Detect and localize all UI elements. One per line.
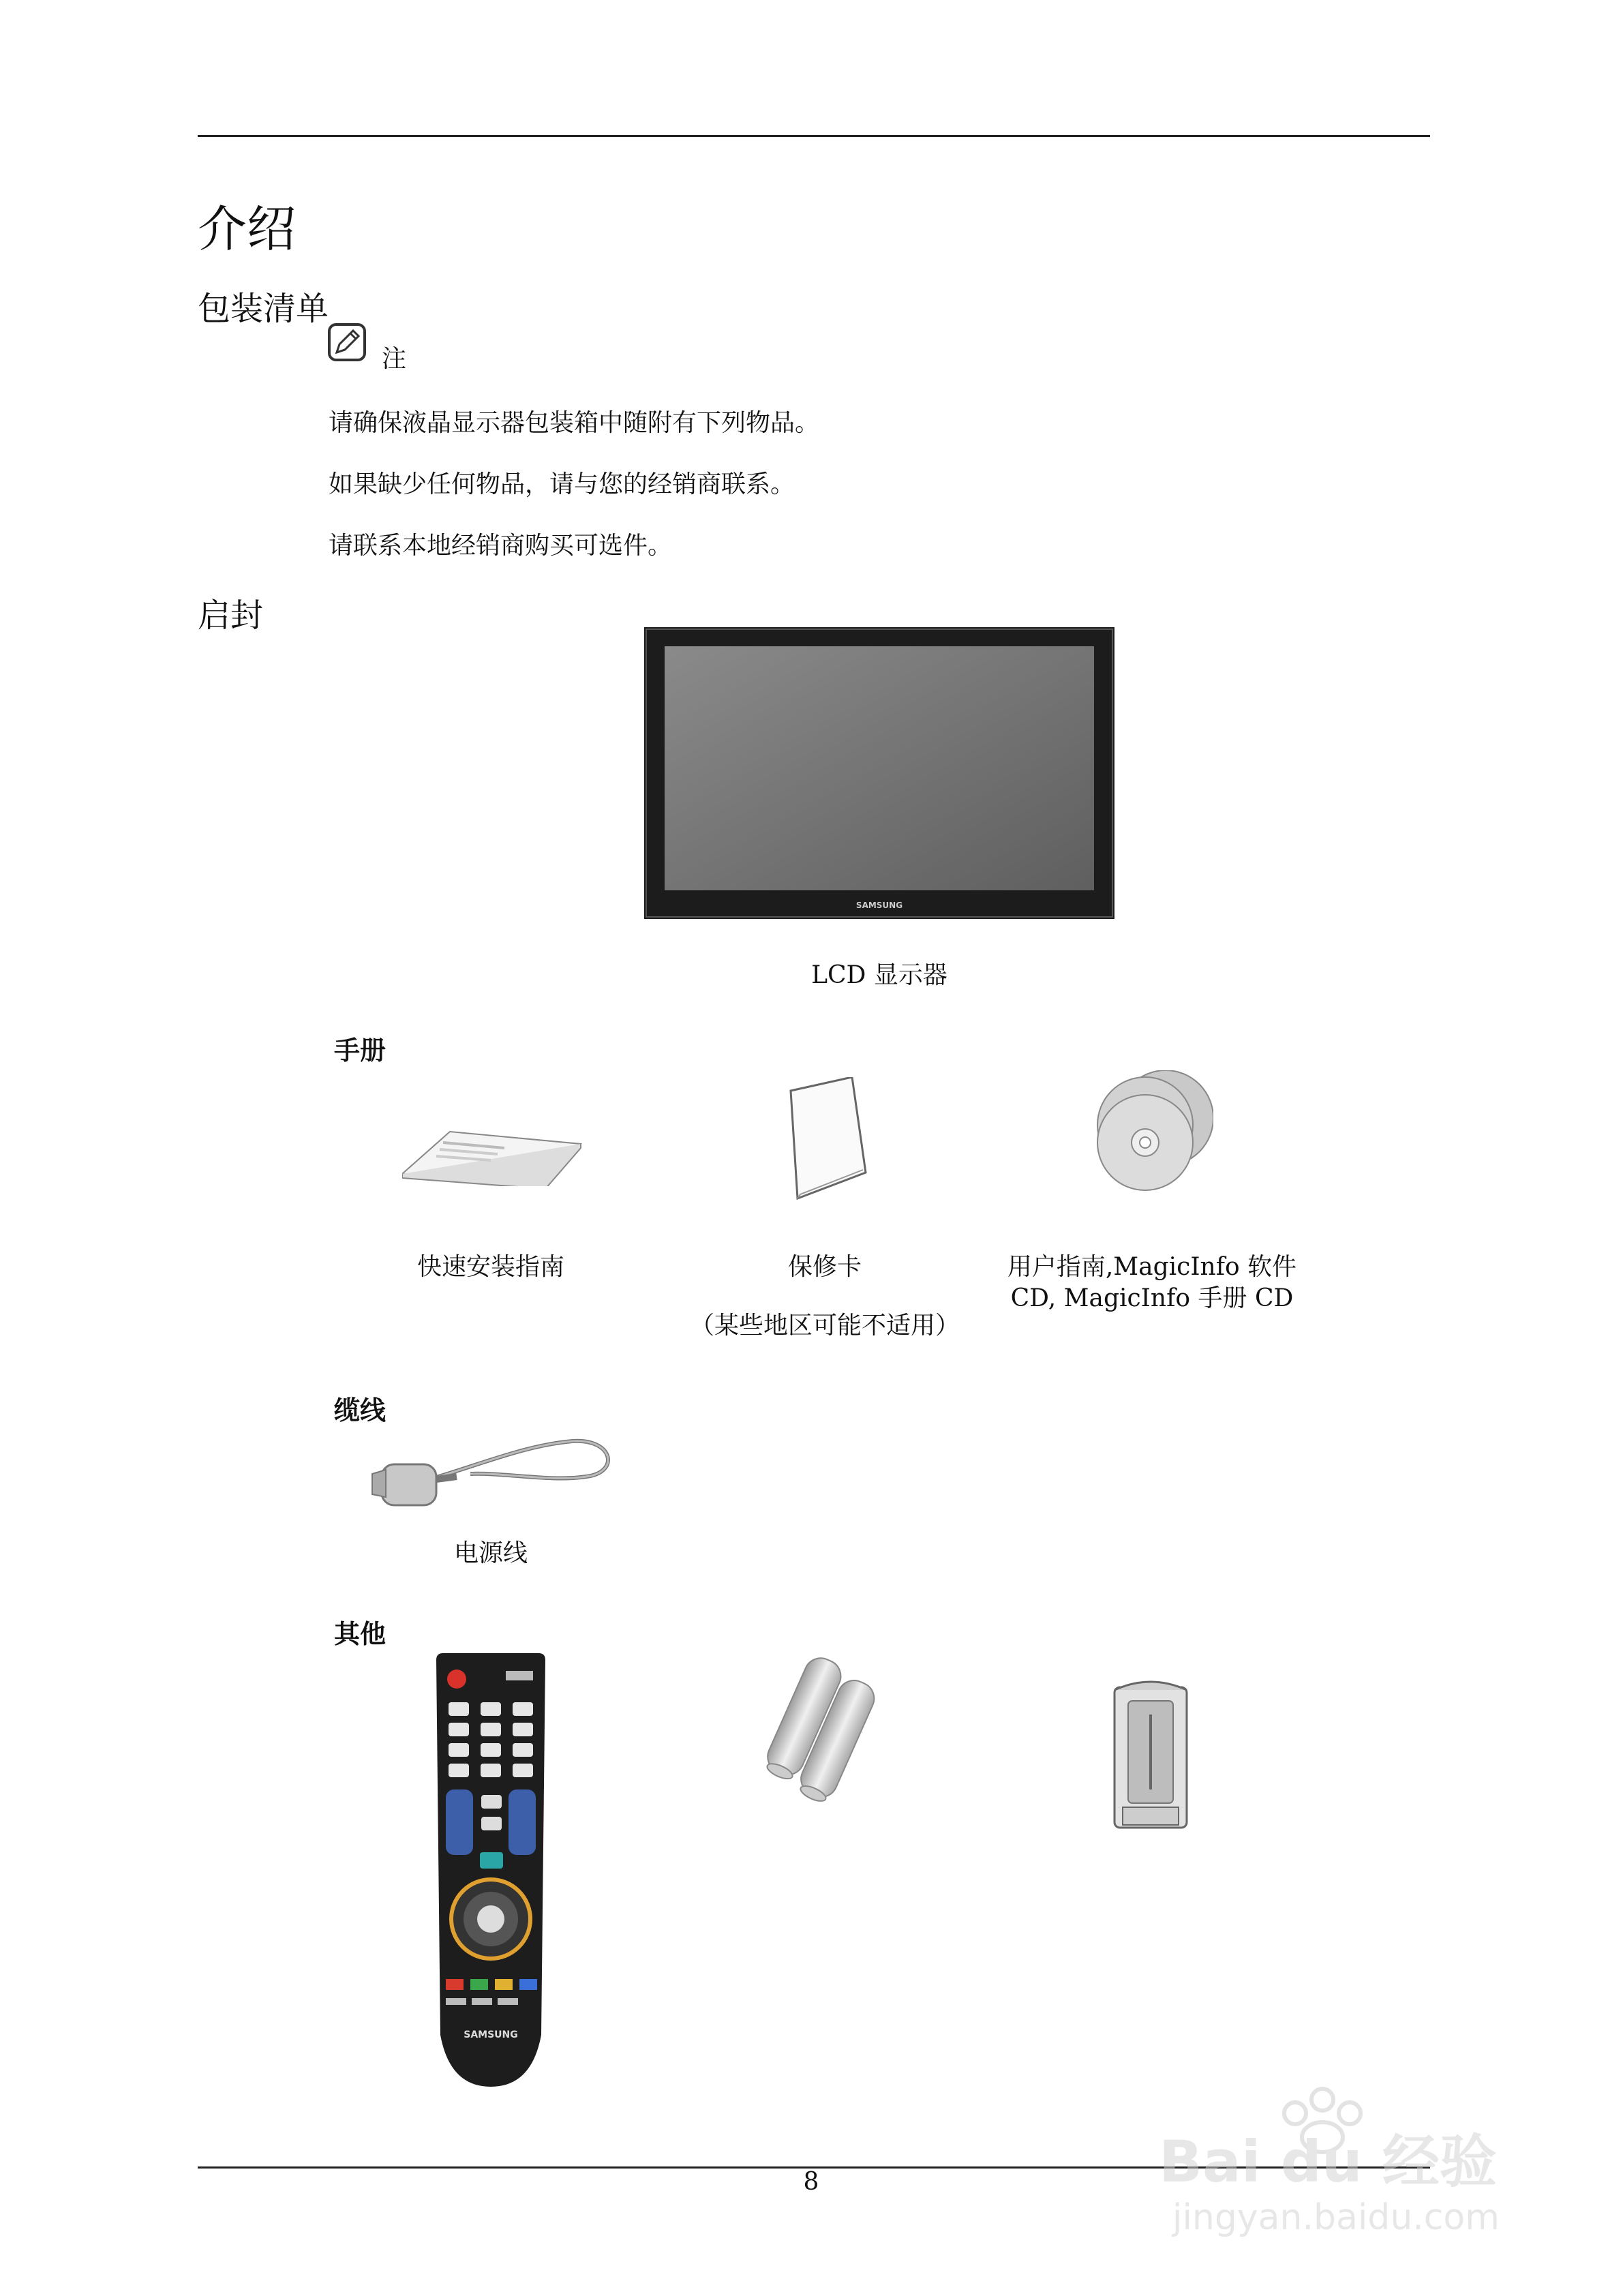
cables-heading: 缆线 bbox=[334, 1395, 386, 1425]
warranty-card-caption: 保修卡 bbox=[787, 1253, 862, 1281]
batteries-icon bbox=[757, 1657, 886, 1807]
note-line-3: 请联系本地经销商购买可选件。 bbox=[329, 532, 673, 560]
note-label: 注 bbox=[382, 345, 407, 373]
power-cord-icon bbox=[368, 1432, 613, 1520]
remote-brand-label: SAMSUNG bbox=[464, 2029, 518, 2040]
power-cord-caption: 电源线 bbox=[453, 1539, 528, 1567]
monitor-brand-label: SAMSUNG bbox=[855, 901, 903, 910]
page-number: 8 bbox=[803, 2168, 819, 2196]
top-rule bbox=[198, 135, 1430, 137]
section-package-heading: 包装清单 bbox=[198, 290, 329, 328]
note-pencil-icon bbox=[327, 322, 367, 362]
others-heading: 其他 bbox=[334, 1619, 386, 1649]
lcd-monitor-caption: LCD 显示器 bbox=[811, 961, 947, 989]
quick-guide-caption: 快速安装指南 bbox=[416, 1253, 564, 1281]
quick-guide-icon bbox=[402, 1111, 586, 1186]
cd-icon bbox=[1091, 1070, 1213, 1193]
warranty-card-note: （某些地区可能不适用） bbox=[689, 1312, 960, 1340]
section-unpack-heading: 启封 bbox=[198, 596, 264, 635]
page-title: 介绍 bbox=[198, 200, 297, 258]
cd-caption-line-1: 用户指南,MagicInfo 软件 bbox=[1007, 1253, 1297, 1281]
warranty-card-icon bbox=[770, 1077, 873, 1200]
lcd-monitor-image bbox=[644, 627, 1114, 919]
watermark-line-2: jingyan.baidu.com bbox=[1172, 2197, 1500, 2238]
watermark-line-1: Bai du 经验 bbox=[1159, 2128, 1497, 2195]
ferrite-core-icon bbox=[1108, 1674, 1196, 1837]
remote-control-icon bbox=[429, 1653, 552, 2089]
cd-caption-line-2: CD, MagicInfo 手册 CD bbox=[1010, 1284, 1294, 1312]
note-line-2: 如果缺少任何物品，请与您的经销商联系。 bbox=[329, 470, 795, 498]
note-line-1: 请确保液晶显示器包装箱中随附有下列物品。 bbox=[329, 409, 820, 437]
manuals-heading: 手册 bbox=[334, 1036, 386, 1066]
baidu-watermark bbox=[1152, 2072, 1534, 2243]
